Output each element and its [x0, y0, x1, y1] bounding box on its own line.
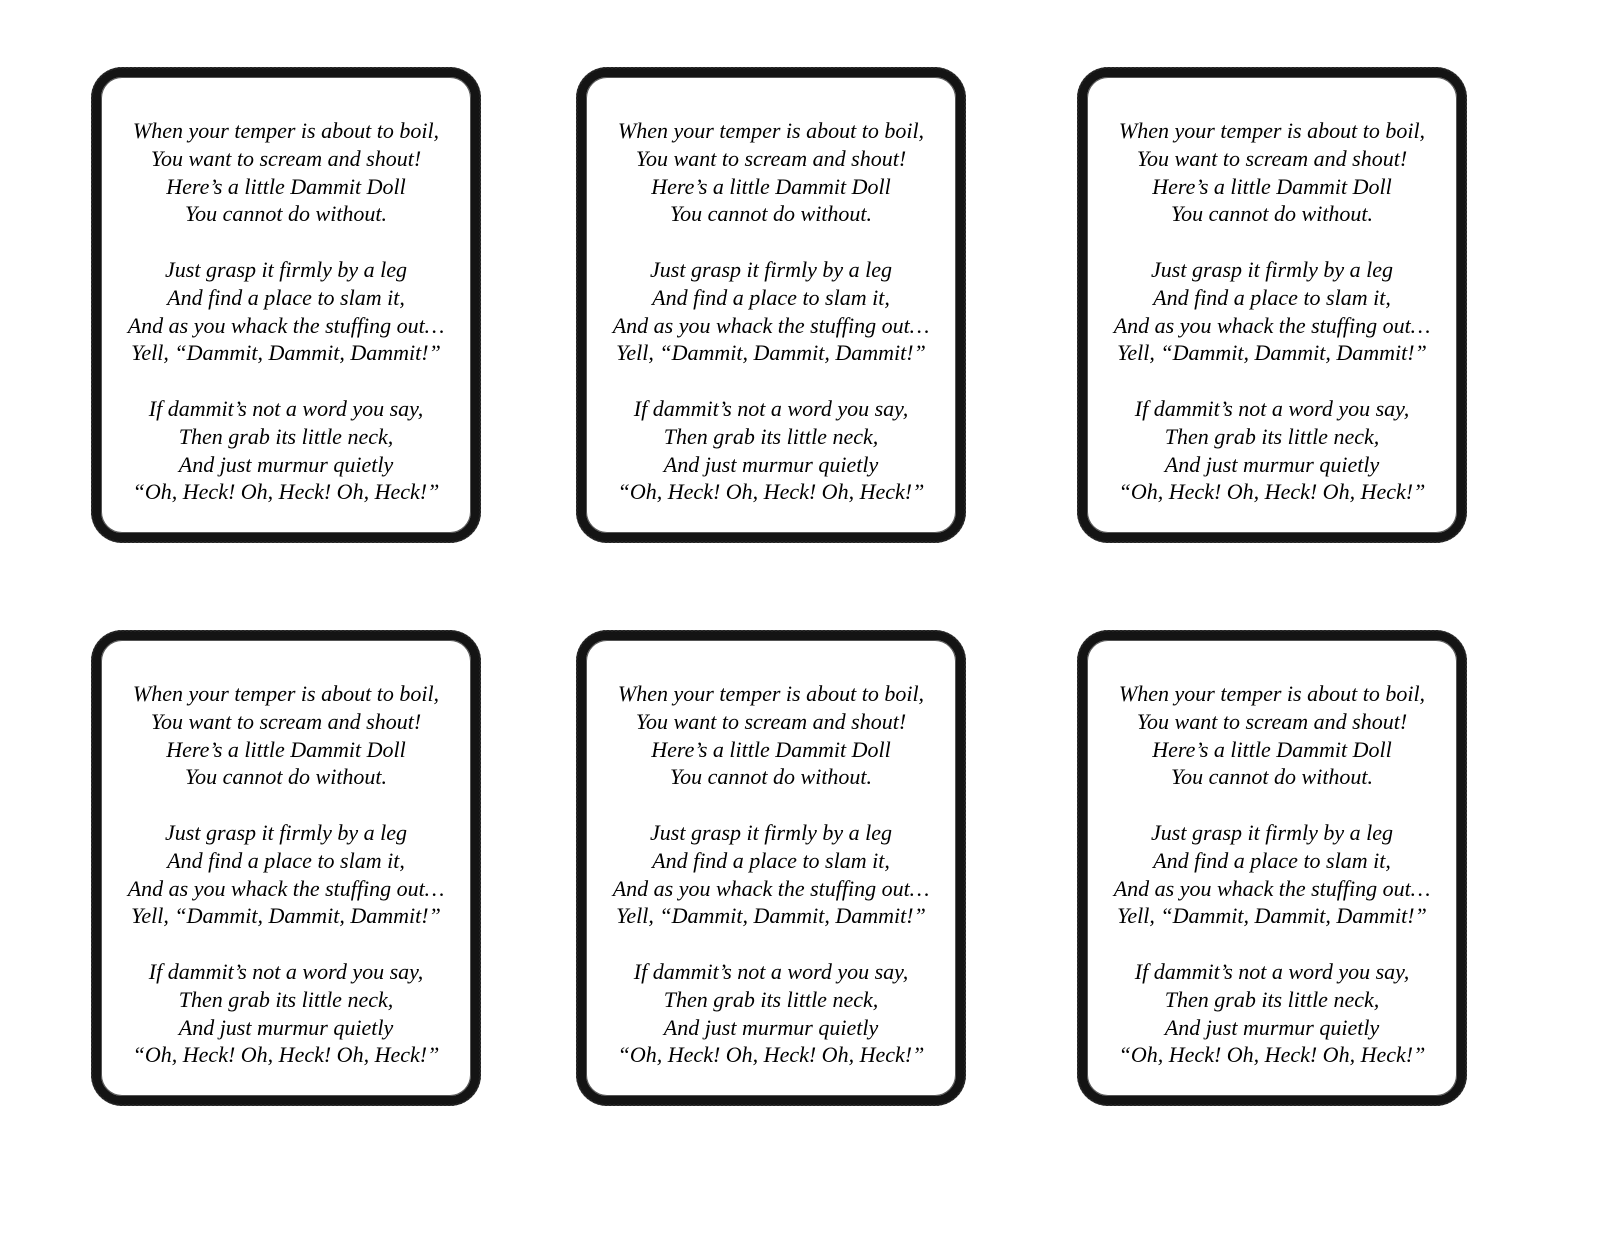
poem-line: “Oh, Heck! Oh, Heck! Oh, Heck!” [617, 479, 925, 505]
poem-line: When your temper is about to boil, [1118, 681, 1426, 706]
poem-line: Then grab its little neck, [663, 423, 879, 449]
poem-line: You cannot do without. [669, 764, 873, 790]
stanza [1087, 395, 1457, 506]
stanza [101, 117, 471, 228]
poem-line: You cannot do without. [669, 201, 873, 227]
poem-line: You want to scream and shout! [1136, 145, 1408, 171]
poem-line: Yell, “Dammit, Dammit, Dammit!” [1117, 340, 1427, 366]
stanza [586, 395, 956, 506]
poem-line: Here’s a little Dammit Doll [1152, 736, 1392, 762]
stanza [586, 958, 956, 1069]
poem-line: And find a place to slam it, [167, 284, 405, 310]
poem-card [1078, 68, 1466, 542]
poem-line: Just grasp it firmly by a leg [165, 819, 407, 845]
poem-text [1087, 680, 1457, 1069]
poem-line: When your temper is about to boil, [1118, 118, 1426, 143]
poem-line: “Oh, Heck! Oh, Heck! Oh, Heck!” [617, 1042, 925, 1068]
poem-line: If dammit’s not a word you say, [1134, 958, 1410, 984]
stanza [586, 819, 956, 930]
stanza [1087, 958, 1457, 1069]
poem-card [577, 631, 965, 1105]
stanza [586, 117, 956, 228]
poem-text [101, 680, 471, 1069]
stanza [101, 819, 471, 930]
poem-line: And find a place to slam it, [1153, 847, 1391, 873]
poem-line: “Oh, Heck! Oh, Heck! Oh, Heck!” [132, 1042, 440, 1068]
stanza [101, 680, 471, 791]
poem-line: And as you whack the stuffing out… [1113, 312, 1431, 338]
poem-line: Then grab its little neck, [663, 986, 879, 1012]
poem-line: And just murmur quietly [663, 1014, 879, 1040]
poem-line: Here’s a little Dammit Doll [651, 173, 891, 199]
poem-line: You want to scream and shout! [635, 708, 907, 734]
poem-line: You cannot do without. [184, 201, 388, 227]
poem-line: You cannot do without. [1170, 201, 1374, 227]
poem-line: Just grasp it firmly by a leg [650, 256, 892, 282]
stanza [586, 680, 956, 791]
poem-line: If dammit’s not a word you say, [148, 958, 424, 984]
poem-line: And as you whack the stuffing out… [127, 312, 445, 338]
stanza [101, 256, 471, 367]
poem-line: Yell, “Dammit, Dammit, Dammit!” [1117, 903, 1427, 929]
poem-line: When your temper is about to boil, [617, 118, 925, 143]
poem-line: If dammit’s not a word you say, [148, 395, 424, 421]
poem-line: You cannot do without. [1170, 764, 1374, 790]
poem-line: You want to scream and shout! [150, 145, 422, 171]
poem-line: Just grasp it firmly by a leg [650, 819, 892, 845]
poem-line: You cannot do without. [184, 764, 388, 790]
poem-card [92, 631, 480, 1105]
poem-line: Just grasp it firmly by a leg [1151, 256, 1393, 282]
poem-line: And find a place to slam it, [1153, 284, 1391, 310]
stanza [1087, 117, 1457, 228]
poem-line: You want to scream and shout! [635, 145, 907, 171]
poem-line: And as you whack the stuffing out… [612, 312, 930, 338]
poem-card [92, 68, 480, 542]
poem-line: If dammit’s not a word you say, [1134, 395, 1410, 421]
poem-line: Then grab its little neck, [178, 986, 394, 1012]
poem-line: Then grab its little neck, [1164, 423, 1380, 449]
poem-line: And find a place to slam it, [652, 847, 890, 873]
poem-line: And as you whack the stuffing out… [1113, 875, 1431, 901]
stanza [586, 256, 956, 367]
stanza [1087, 256, 1457, 367]
poem-line: And as you whack the stuffing out… [612, 875, 930, 901]
stanza [1087, 680, 1457, 791]
poem-line: Yell, “Dammit, Dammit, Dammit!” [616, 340, 926, 366]
poem-line: Here’s a little Dammit Doll [166, 173, 406, 199]
poem-line: If dammit’s not a word you say, [633, 958, 909, 984]
poem-line: Just grasp it firmly by a leg [1151, 819, 1393, 845]
poem-line: You want to scream and shout! [150, 708, 422, 734]
poem-text [1087, 117, 1457, 506]
poem-line: “Oh, Heck! Oh, Heck! Oh, Heck!” [1118, 479, 1426, 505]
poem-line: Then grab its little neck, [178, 423, 394, 449]
poem-line: “Oh, Heck! Oh, Heck! Oh, Heck!” [1118, 1042, 1426, 1068]
poem-line: Yell, “Dammit, Dammit, Dammit!” [131, 903, 441, 929]
poem-line: Yell, “Dammit, Dammit, Dammit!” [131, 340, 441, 366]
poem-line: And as you whack the stuffing out… [127, 875, 445, 901]
poem-line: And just murmur quietly [1164, 451, 1380, 477]
poem-line: Then grab its little neck, [1164, 986, 1380, 1012]
poem-line: And just murmur quietly [178, 1014, 394, 1040]
poem-text [586, 680, 956, 1069]
poem-line: And find a place to slam it, [652, 284, 890, 310]
poem-line: Yell, “Dammit, Dammit, Dammit!” [616, 903, 926, 929]
poem-card [577, 68, 965, 542]
poem-card [1078, 631, 1466, 1105]
poem-line: When your temper is about to boil, [132, 118, 440, 143]
stanza [101, 395, 471, 506]
poem-line: And just murmur quietly [178, 451, 394, 477]
poem-line: And just murmur quietly [663, 451, 879, 477]
poem-line: And find a place to slam it, [167, 847, 405, 873]
poem-text [101, 117, 471, 506]
poem-line: “Oh, Heck! Oh, Heck! Oh, Heck!” [132, 479, 440, 505]
stanza [101, 958, 471, 1069]
poem-line: When your temper is about to boil, [132, 681, 440, 706]
poem-line: Here’s a little Dammit Doll [166, 736, 406, 762]
poem-line: When your temper is about to boil, [617, 681, 925, 706]
poem-line: Here’s a little Dammit Doll [1152, 173, 1392, 199]
poem-line: Here’s a little Dammit Doll [651, 736, 891, 762]
poem-line: Just grasp it firmly by a leg [165, 256, 407, 282]
stanza [1087, 819, 1457, 930]
poem-line: You want to scream and shout! [1136, 708, 1408, 734]
poem-line: If dammit’s not a word you say, [633, 395, 909, 421]
poem-text [586, 117, 956, 506]
poem-line: And just murmur quietly [1164, 1014, 1380, 1040]
